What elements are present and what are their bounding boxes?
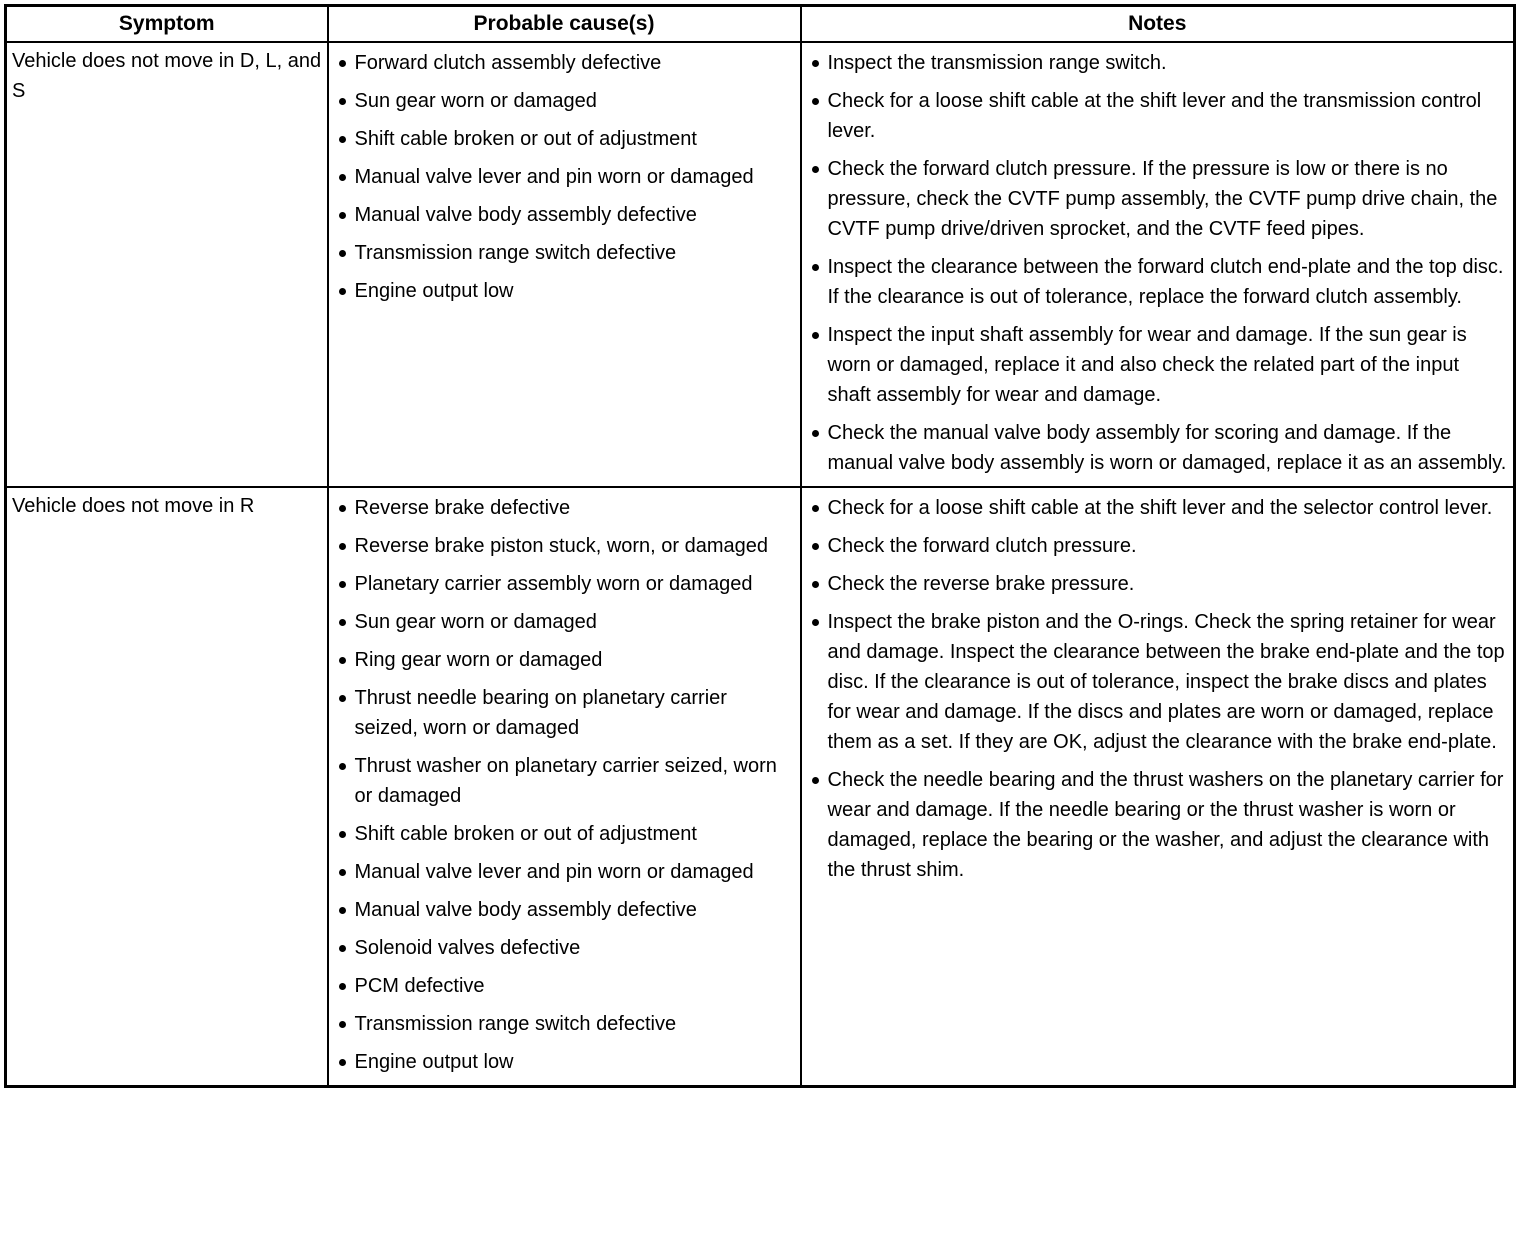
note-item: Inspect the transmission range switch.	[807, 48, 1508, 78]
notes-list	[807, 493, 1508, 885]
note-item: Check the needle bearing and the thrust washers on the planetary carrier for wear and damage. If the needle bearing or the thrust washer is worn or damaged, replace the bearing or the washer, and adjust the clearance with the thrust shim.	[807, 765, 1508, 885]
cause-item: Transmission range switch defective	[334, 1009, 794, 1039]
causes-list	[334, 493, 794, 1077]
cause-item: Solenoid valves defective	[334, 933, 794, 963]
header-symptom: Symptom	[6, 6, 328, 43]
cause-item: Thrust needle bearing on planetary carrier seized, worn or damaged	[334, 683, 794, 743]
notes-cell	[801, 487, 1515, 1087]
header-probable-causes: Probable cause(s)	[328, 6, 801, 43]
table-header-row	[6, 6, 1515, 43]
cause-item: PCM defective	[334, 971, 794, 1001]
cause-item: Engine output low	[334, 1047, 794, 1077]
cause-item: Thrust washer on planetary carrier seized, worn or damaged	[334, 751, 794, 811]
cause-item: Manual valve lever and pin worn or damaged	[334, 857, 794, 887]
cause-item: Sun gear worn or damaged	[334, 607, 794, 637]
troubleshooting-table	[4, 4, 1516, 1088]
cause-item: Engine output low	[334, 276, 794, 306]
header-notes: Notes	[801, 6, 1515, 43]
note-item: Inspect the brake piston and the O-rings. Check the spring retainer for wear and damage. Inspect the clearance between the brake end-plate and the top disc. If the clearance is out of tolerance, inspect the brake discs and plates for wear and damage. If the discs and plates are worn or damaged, replace them as a set. If they are OK, adjust the clearance with the brake end-plate.	[807, 607, 1508, 757]
table-row	[6, 42, 1515, 487]
cause-item: Manual valve body assembly defective	[334, 895, 794, 925]
symptom-cell: Vehicle does not move in R	[6, 487, 328, 1087]
cause-item: Sun gear worn or damaged	[334, 86, 794, 116]
cause-item: Ring gear worn or damaged	[334, 645, 794, 675]
cause-item: Reverse brake piston stuck, worn, or damaged	[334, 531, 794, 561]
cause-item: Reverse brake defective	[334, 493, 794, 523]
cause-item: Shift cable broken or out of adjustment	[334, 124, 794, 154]
notes-cell	[801, 42, 1515, 487]
cause-item: Shift cable broken or out of adjustment	[334, 819, 794, 849]
causes-cell	[328, 42, 801, 487]
causes-list	[334, 48, 794, 306]
table-row	[6, 487, 1515, 1087]
symptom-cell: Vehicle does not move in D, L, and S	[6, 42, 328, 487]
note-item: Inspect the input shaft assembly for wear and damage. If the sun gear is worn or damaged, replace it and also check the related part of the input shaft assembly for wear and damage.	[807, 320, 1508, 410]
cause-item: Transmission range switch defective	[334, 238, 794, 268]
cause-item: Manual valve body assembly defective	[334, 200, 794, 230]
note-item: Check the forward clutch pressure.	[807, 531, 1508, 561]
cause-item: Planetary carrier assembly worn or damaged	[334, 569, 794, 599]
cause-item: Manual valve lever and pin worn or damaged	[334, 162, 794, 192]
note-item: Check for a loose shift cable at the shift lever and the selector control lever.	[807, 493, 1508, 523]
note-item: Check for a loose shift cable at the shift lever and the transmission control lever.	[807, 86, 1508, 146]
note-item: Check the manual valve body assembly for scoring and damage. If the manual valve body assembly is worn or damaged, replace it as an assembly.	[807, 418, 1508, 478]
notes-list	[807, 48, 1508, 478]
causes-cell	[328, 487, 801, 1087]
note-item: Inspect the clearance between the forward clutch end-plate and the top disc. If the clearance is out of tolerance, replace the forward clutch assembly.	[807, 252, 1508, 312]
note-item: Check the reverse brake pressure.	[807, 569, 1508, 599]
table-body	[6, 42, 1515, 1087]
cause-item: Forward clutch assembly defective	[334, 48, 794, 78]
note-item: Check the forward clutch pressure. If the pressure is low or there is no pressure, check the CVTF pump assembly, the CVTF pump drive chain, the CVTF pump drive/driven sprocket, and the CVTF feed pipes.	[807, 154, 1508, 244]
